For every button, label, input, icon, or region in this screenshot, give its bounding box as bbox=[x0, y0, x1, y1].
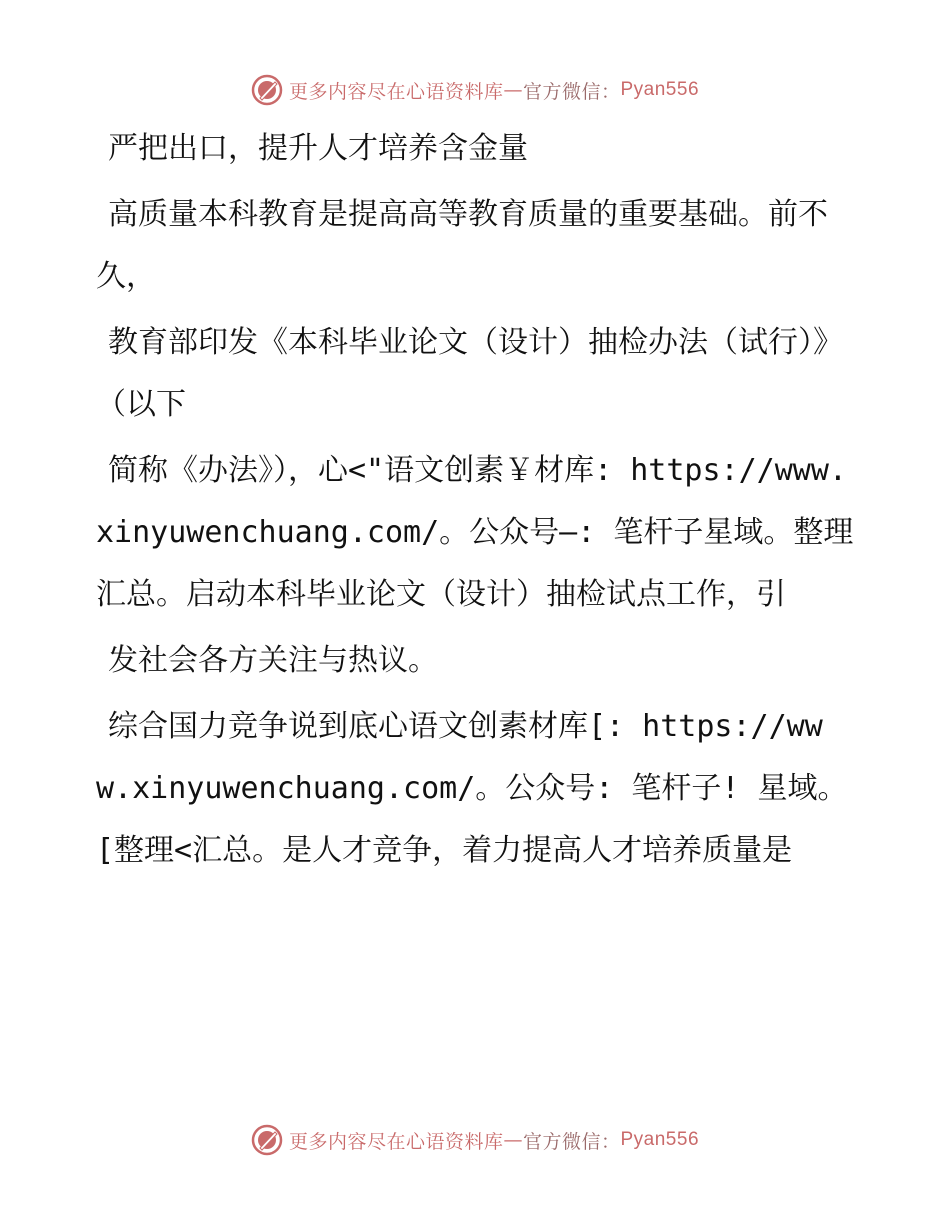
watermark-text: 更多内容尽在心语资料库 bbox=[288, 1130, 504, 1153]
paragraph-text: 教育部印发《本科毕业论文（设计）抽检办法（试行）》（以下 bbox=[96, 325, 843, 422]
header-watermark bbox=[0, 70, 950, 110]
paragraph-title bbox=[96, 118, 856, 180]
quill-seal-icon bbox=[251, 74, 283, 106]
watermark-official-label: 官方微信： bbox=[522, 1130, 621, 1153]
paragraph-text: 高质量本科教育是提高高等教育质量的重要基础。前不久， bbox=[96, 197, 828, 294]
watermark-wechat-id: Pyan556 bbox=[620, 1129, 700, 1150]
document-body bbox=[96, 118, 856, 882]
paragraph-text: 综合国力竞争说到底心语文创素材库[: https://www.xinyuwenchuang.com/。公众号: 笔杆子! 星域。[整理<汇总。是人才竞争，着力提高人才培养质量是 bbox=[96, 709, 848, 868]
paragraph-text: 简称《办法》），心<"语文创素￥材库: https://www.xinyuwenchuang.com/。公众号—: 笔杆子星域。整理汇总。启动本科毕业论文（设计）抽检试点工作，引 bbox=[96, 453, 854, 612]
paragraph bbox=[96, 440, 856, 626]
paragraph bbox=[96, 696, 856, 882]
paragraph-text: 发社会各方关注与热议。 bbox=[108, 643, 438, 678]
watermark-wechat-id: Pyan556 bbox=[620, 79, 700, 100]
watermark-dash: — bbox=[503, 1129, 523, 1151]
quill-seal-icon bbox=[251, 1124, 283, 1156]
paragraph bbox=[96, 630, 856, 692]
watermark-official-label: 官方微信： bbox=[522, 80, 621, 103]
paragraph-text: 严把出口，提升人才培养含金量 bbox=[108, 131, 528, 166]
footer-watermark bbox=[0, 1120, 950, 1160]
watermark-text: 更多内容尽在心语资料库 bbox=[288, 80, 504, 103]
watermark-dash: — bbox=[503, 79, 523, 101]
paragraph bbox=[96, 312, 856, 436]
paragraph bbox=[96, 184, 856, 308]
